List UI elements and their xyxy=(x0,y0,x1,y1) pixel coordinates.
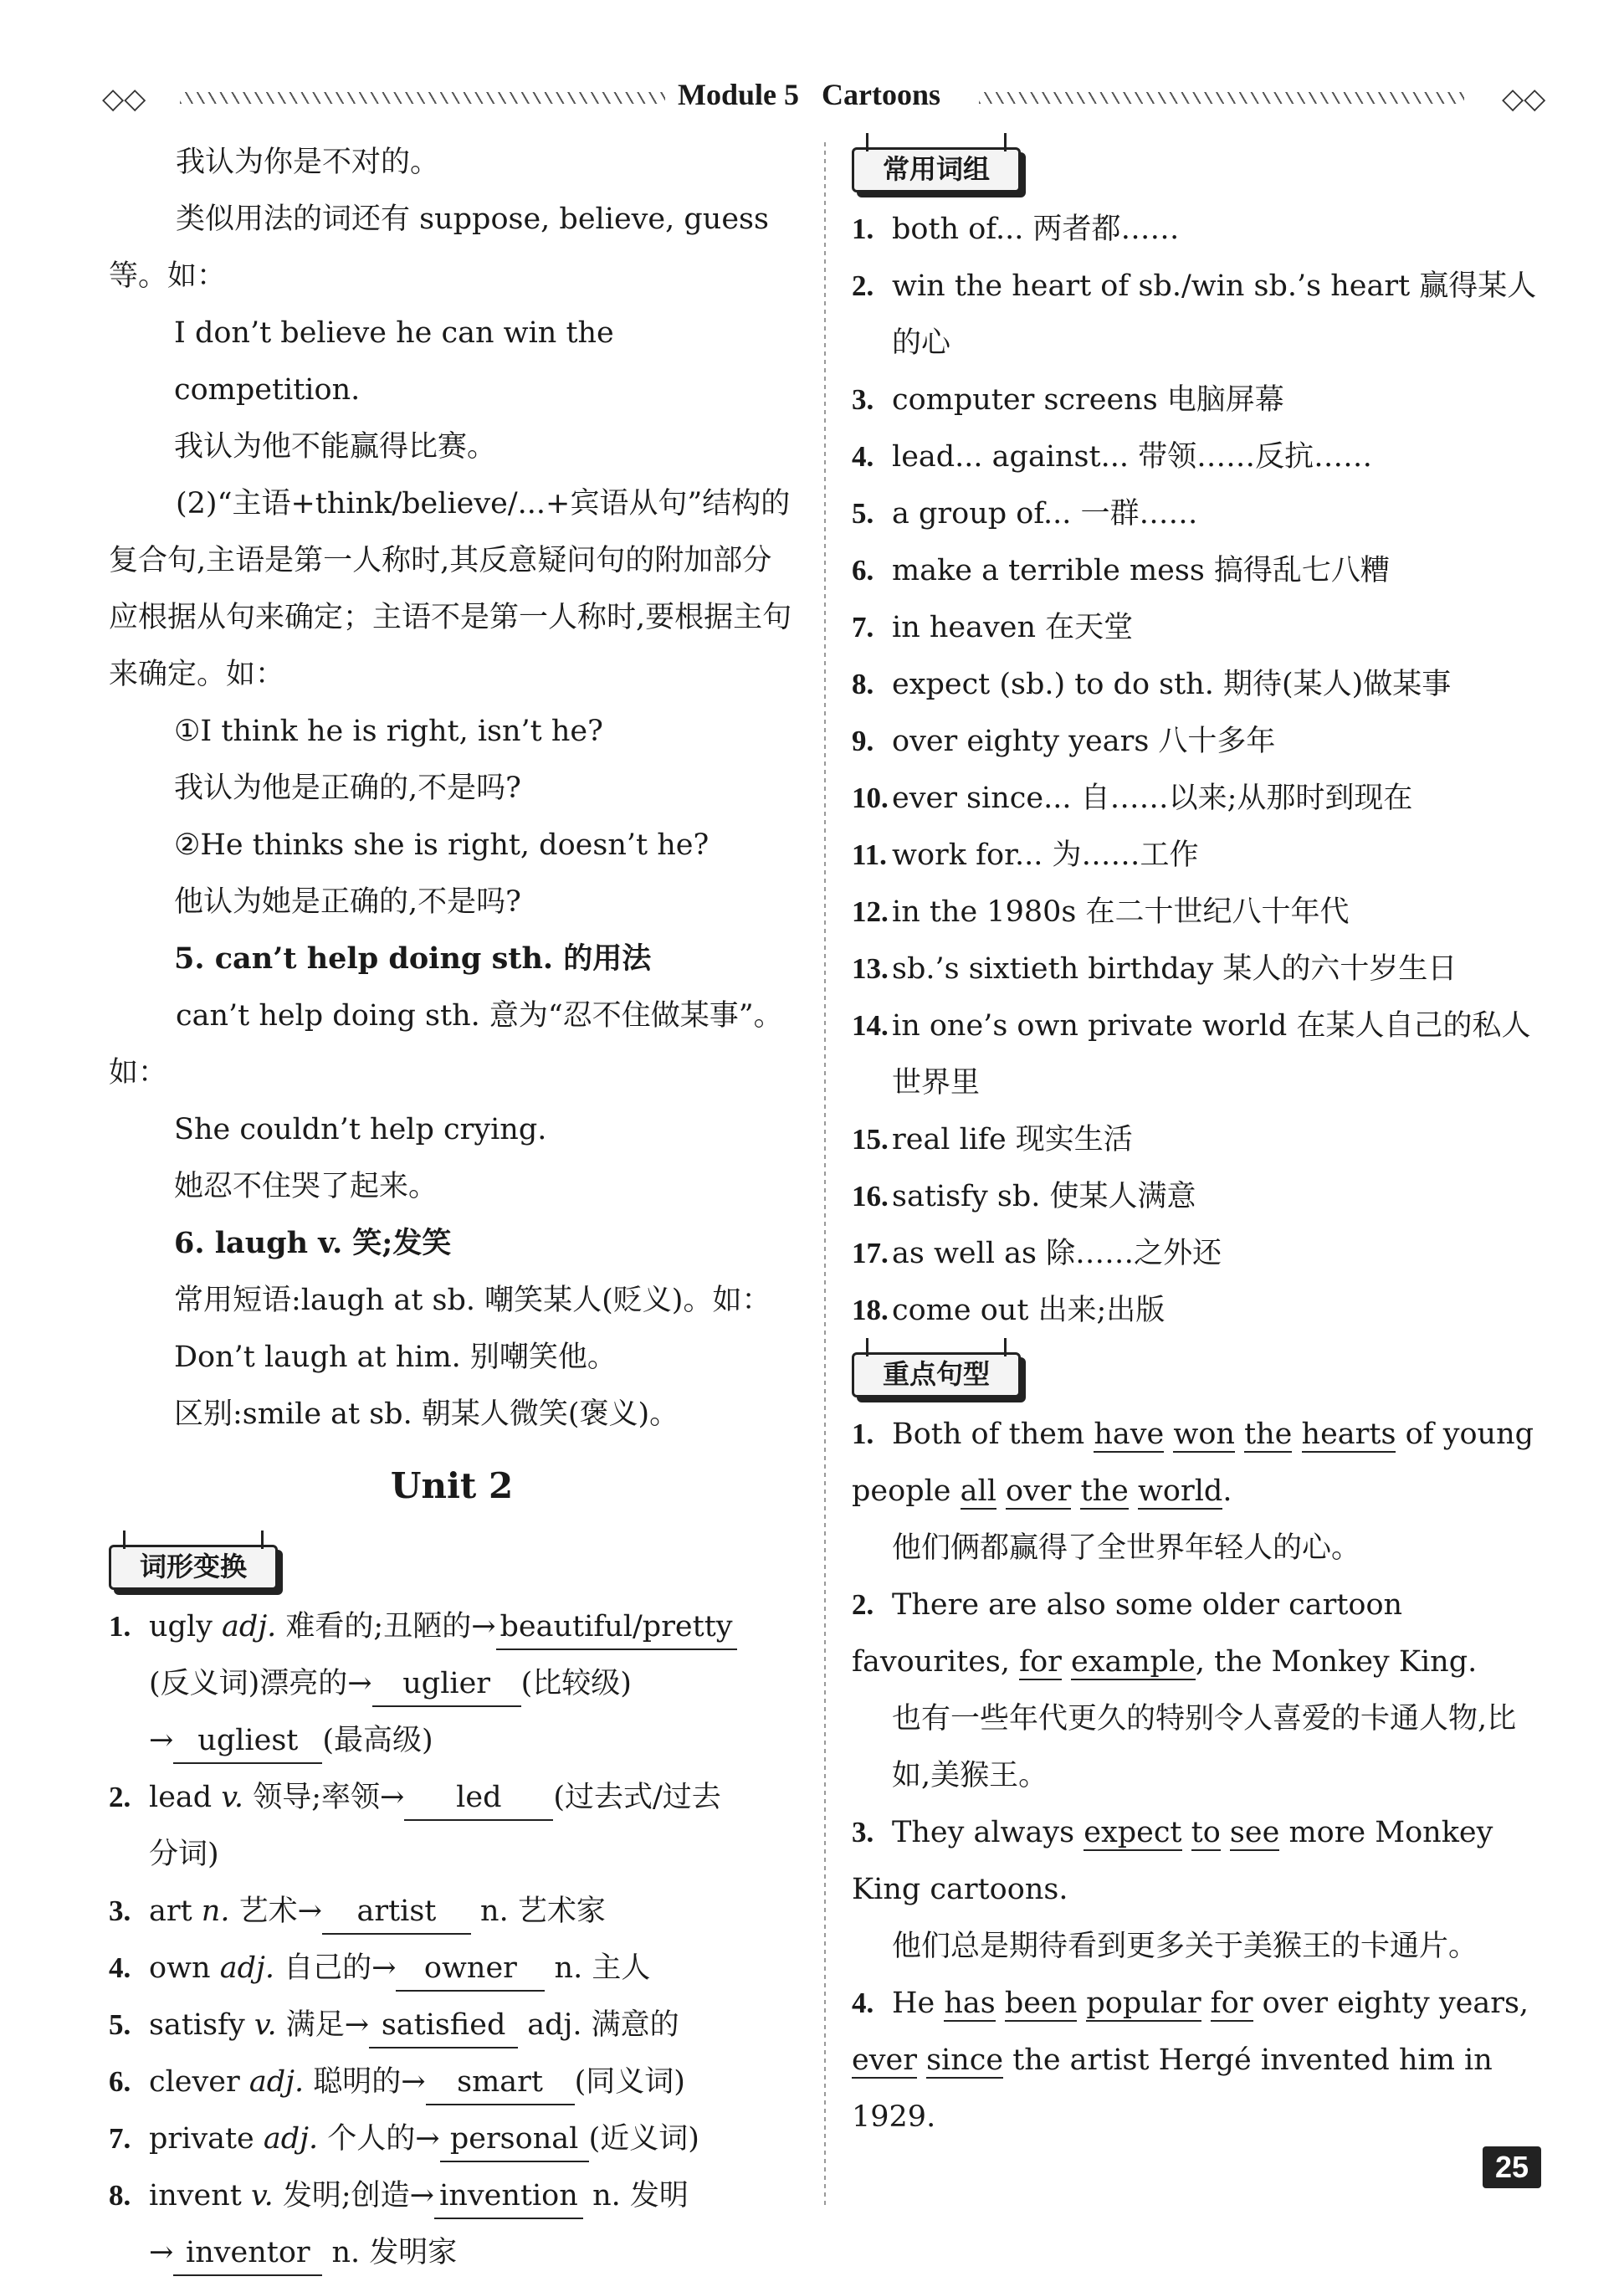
answer-blank: uglier xyxy=(372,1662,521,1707)
item-number: 8. xyxy=(852,668,874,700)
phrase-item xyxy=(852,372,1546,428)
phrase-item xyxy=(852,997,1546,1111)
phrase-item xyxy=(852,770,1546,827)
word-text: ugly xyxy=(149,1610,223,1643)
word-form-item xyxy=(109,1826,795,1883)
underlined-word: has xyxy=(944,1987,996,2020)
part-of-speech: adj. xyxy=(219,1951,274,1985)
item-number: 10. xyxy=(852,782,889,814)
word-note: n. 主人 xyxy=(545,1951,651,1985)
phrase-text: computer screens 电脑屏幕 xyxy=(892,383,1284,417)
item-number: 3. xyxy=(852,1816,874,1848)
sentence-text: There are also some older cartoon favourites, xyxy=(852,1588,1403,1679)
underlined-word: the xyxy=(1244,1418,1293,1451)
item-number: 5. xyxy=(852,497,874,530)
answer-blank: satisfied xyxy=(369,2003,518,2048)
section-tag-word-forms: 词形变换 xyxy=(109,1545,278,1590)
phrase-text: ever since... 自……以来;从那时到现在 xyxy=(892,782,1413,815)
phrase-text: sb.’s sixtieth birthday 某人的六十岁生日 xyxy=(892,952,1458,986)
phrase-item xyxy=(852,1225,1546,1282)
paragraph: can’t help doing sth. 意为“忍不住做某事”。如： xyxy=(109,999,783,1090)
phrase-text: lead... against... 带领……反抗…… xyxy=(892,440,1373,474)
underlined-word: been xyxy=(1004,1987,1078,2020)
item-number: 12. xyxy=(852,895,889,928)
part-of-speech: adj. xyxy=(263,2122,319,2156)
word-text: clever xyxy=(149,2065,249,2099)
underlined-word: to xyxy=(1191,1816,1221,1849)
word-forms-list xyxy=(109,1598,795,2281)
underlined-word: ever xyxy=(852,2043,917,2077)
word-note: (过去式/过去 xyxy=(553,1781,721,1814)
answer-blank: invention xyxy=(434,2174,583,2219)
item-number: 13. xyxy=(852,952,889,985)
answer-blank: inventor xyxy=(173,2231,322,2276)
underlined-word: since xyxy=(926,2043,1004,2077)
item-number: 17. xyxy=(852,1237,889,1269)
sentence-text: the artist Hergé invented him in 1929. xyxy=(852,2043,1493,2134)
page-header xyxy=(0,75,1624,126)
example-sentence: I don’t believe he can win the competition. xyxy=(174,316,614,407)
item-number: 7. xyxy=(852,611,874,644)
item-number: 6. xyxy=(109,2065,131,2098)
underlined-word: the xyxy=(1080,1474,1129,1508)
underlined-word: over xyxy=(1006,1474,1072,1508)
item-number: 11. xyxy=(852,838,887,871)
word-form-item xyxy=(109,1883,795,1940)
underlined-word: hearts xyxy=(1301,1418,1396,1451)
phrase-item xyxy=(852,1111,1546,1168)
underlined-word: for xyxy=(1210,1987,1253,2020)
underlined-word: expect xyxy=(1084,1816,1182,1849)
word-form-item xyxy=(109,1598,795,1655)
phrase-text: real life 现实生活 xyxy=(892,1123,1133,1156)
item-number: 4. xyxy=(852,440,874,473)
word-meaning: 个人的→ xyxy=(318,2122,440,2156)
phrase-text: come out 出来;出版 xyxy=(892,1294,1165,1327)
item-number: 4. xyxy=(109,1951,131,1984)
example-sentence: She couldn’t help crying. xyxy=(174,1113,547,1146)
item-number: 1. xyxy=(109,1610,131,1643)
phrase-text: in heaven 在天堂 xyxy=(892,611,1134,644)
key-sentence xyxy=(852,1975,1546,2146)
word-note: adj. 满意的 xyxy=(518,2008,679,2042)
left-column xyxy=(109,134,795,2281)
word-form-item xyxy=(109,1769,795,1826)
example-sentence: ①I think he is right, isn’t he? xyxy=(174,715,603,748)
sentence-text: more Monkey King cartoons. xyxy=(852,1816,1493,1906)
word-text: → xyxy=(149,1724,174,1757)
section-heading: 6. laugh v. 笑;发笑 xyxy=(174,1226,452,1260)
word-note: (同义词) xyxy=(574,2065,685,2099)
example-translation: 我认为他是正确的,不是吗? xyxy=(174,772,521,805)
word-meaning: 领导;率领→ xyxy=(243,1781,405,1814)
word-text: lead xyxy=(149,1781,222,1814)
word-meaning: 难看的;丑陋的→ xyxy=(276,1610,496,1643)
item-number: 3. xyxy=(852,383,874,416)
phrase-item xyxy=(852,428,1546,485)
part-of-speech: v. xyxy=(254,2008,277,2042)
paragraph: (2)“主语+think/believe/...+宾语从句”结构的复合句,主语是第一人称时,其反意疑问句的附加部分应根据从句来确定；主语不是第一人称时,要根据主句来确定。如： xyxy=(109,487,792,691)
word-form-item xyxy=(109,1997,795,2054)
word-note: (最高级) xyxy=(322,1724,433,1757)
column-divider xyxy=(824,142,826,2209)
phrase-text: work for... 为……工作 xyxy=(892,838,1199,872)
item-number: 5. xyxy=(109,2008,131,2041)
phrase-text: in one’s own private world 在某人自己的私人世界里 xyxy=(892,1009,1531,1100)
word-form-item xyxy=(109,2224,795,2281)
part-of-speech: v. xyxy=(250,2179,274,2213)
phrase-text: as well as 除……之外还 xyxy=(892,1237,1222,1270)
sentence-text: He xyxy=(892,1987,945,2020)
word-meaning: 满足→ xyxy=(276,2008,370,2042)
phrase-item xyxy=(852,713,1546,770)
phrase-text: a group of... 一群…… xyxy=(892,497,1198,531)
answer-blank: beautiful/pretty xyxy=(496,1605,737,1650)
underlined-word: world xyxy=(1137,1474,1223,1508)
underlined-word: popular xyxy=(1086,1987,1201,2020)
phrase-text: in the 1980s 在二十世纪八十年代 xyxy=(892,895,1350,929)
key-sentence xyxy=(852,1804,1546,1918)
item-number: 7. xyxy=(109,2122,131,2155)
part-of-speech: n. xyxy=(201,1895,230,1928)
example-sentence: Don’t laugh at him. 别嘲笑他。 xyxy=(174,1341,617,1374)
underlined-word: for xyxy=(1019,1645,1062,1679)
word-form-item xyxy=(109,2167,795,2224)
sentence-text: They always xyxy=(892,1816,1084,1849)
word-note: n. 艺术家 xyxy=(470,1895,606,1928)
phrase-item xyxy=(852,656,1546,713)
phrase-text: both of... 两者都…… xyxy=(892,213,1180,246)
underlined-word: won xyxy=(1173,1418,1235,1451)
answer-blank: owner xyxy=(396,1946,545,1992)
diamond-ornament-icon: ◇◇ xyxy=(1502,82,1546,115)
sentence-text: Both of them xyxy=(892,1418,1094,1451)
word-meaning: 艺术→ xyxy=(229,1895,322,1928)
module-title: Module 5 Cartoons xyxy=(678,78,940,111)
paragraph: 类似用法的词还有 suppose, believe, guess 等。如： xyxy=(109,203,769,293)
word-note: n. 发明家 xyxy=(322,2236,458,2269)
item-number: 18. xyxy=(852,1294,889,1326)
right-column xyxy=(852,134,1546,2146)
phrase-item xyxy=(852,258,1546,372)
header-dotted-rule xyxy=(180,92,665,104)
word-text: own xyxy=(149,1951,220,1985)
example-translation: 他认为她是正确的,不是吗? xyxy=(174,885,521,919)
item-number: 1. xyxy=(852,1418,874,1450)
phrase-text: over eighty years 八十多年 xyxy=(892,725,1276,758)
word-form-item xyxy=(109,1655,795,1712)
example-sentence: ②He thinks she is right, doesn’t he? xyxy=(174,828,710,862)
word-meaning: 聪明的→ xyxy=(304,2065,426,2099)
part-of-speech: adj. xyxy=(222,1610,277,1643)
phrase-item xyxy=(852,827,1546,884)
phrase-item xyxy=(852,941,1546,997)
item-number: 2. xyxy=(852,269,874,302)
key-sentence-translation: 他们总是期待看到更多关于美猴王的卡通片。 xyxy=(892,1930,1478,1963)
word-note: (比较级) xyxy=(520,1667,632,1700)
section-tag-phrases: 常用词组 xyxy=(852,147,1021,192)
word-note: n. 发明 xyxy=(582,2179,689,2213)
answer-blank: led xyxy=(404,1776,553,1821)
key-sentence-translation: 也有一些年代更久的特别令人喜爱的卡通人物,比如,美猴王。 xyxy=(892,1702,1517,1792)
paragraph: 区别:smile at sb. 朝某人微笑(褒义)。 xyxy=(174,1397,679,1431)
paragraph: 常用短语:laugh at sb. 嘲笑某人(贬义)。如： xyxy=(174,1284,771,1317)
key-sentence xyxy=(852,1577,1546,1690)
word-note: (近义词) xyxy=(588,2122,699,2156)
underlined-word: have xyxy=(1094,1418,1165,1451)
underlined-word: example xyxy=(1071,1645,1196,1679)
page-number: 25 xyxy=(1483,2146,1541,2188)
word-meaning: 发明;创造→ xyxy=(273,2179,434,2213)
word-text: satisfy xyxy=(149,2008,254,2042)
word-text: (反义词)漂亮的→ xyxy=(149,1667,372,1700)
word-text: 分词) xyxy=(149,1838,219,1871)
word-text: → xyxy=(149,2236,174,2269)
word-form-item xyxy=(109,1940,795,1997)
example-translation: 我认为他不能赢得比赛。 xyxy=(174,430,497,464)
header-dotted-rule xyxy=(979,92,1464,104)
underlined-word: see xyxy=(1229,1816,1280,1849)
answer-blank: smart xyxy=(426,2060,575,2105)
word-form-item xyxy=(109,1712,795,1769)
section-tag-key-sentences: 重点句型 xyxy=(852,1352,1021,1397)
phrase-item xyxy=(852,599,1546,656)
phrase-text: win the heart of sb./win sb.’s heart 赢得某人的心 xyxy=(892,269,1537,360)
item-number: 9. xyxy=(852,725,874,757)
answer-blank: artist xyxy=(322,1889,471,1935)
section-heading: 5. can’t help doing sth. 的用法 xyxy=(174,941,652,976)
part-of-speech: adj. xyxy=(248,2065,305,2099)
phrase-text: expect (sb.) to do sth. 期待(某人)做某事 xyxy=(892,668,1452,701)
key-sentence: 1. Both of them have won the hearts of young people all over the world. xyxy=(852,1406,1546,1520)
word-text: private xyxy=(149,2122,264,2156)
item-number: 4. xyxy=(852,1987,874,2019)
word-form-item xyxy=(109,2054,795,2110)
phrase-text: make a terrible mess 搞得乱七八糟 xyxy=(892,554,1390,587)
part-of-speech: v. xyxy=(221,1781,244,1814)
key-sentence-translation: 他们俩都赢得了全世界年轻人的心。 xyxy=(892,1531,1361,1565)
phrase-item xyxy=(852,884,1546,941)
phrase-text: satisfy sb. 使某人满意 xyxy=(892,1180,1196,1213)
phrase-item xyxy=(852,542,1546,599)
item-number: 3. xyxy=(109,1895,131,1927)
word-text: invent xyxy=(149,2179,251,2213)
unit-title: Unit 2 xyxy=(390,1465,514,1506)
item-number: 16. xyxy=(852,1180,889,1213)
item-number: 2. xyxy=(109,1781,131,1813)
word-text: art xyxy=(149,1895,202,1928)
answer-blank: personal xyxy=(440,2117,589,2162)
paragraph: 我认为你是不对的。 xyxy=(176,146,440,179)
item-number: 2. xyxy=(852,1588,874,1621)
phrase-item xyxy=(852,485,1546,542)
item-number: 8. xyxy=(109,2179,131,2212)
item-number: 6. xyxy=(852,554,874,587)
phrase-item xyxy=(852,1282,1546,1339)
word-meaning: 自己的→ xyxy=(274,1951,397,1985)
phrase-item xyxy=(852,1168,1546,1225)
item-number: 14. xyxy=(852,1009,889,1042)
answer-blank: ugliest xyxy=(173,1719,322,1764)
word-form-item xyxy=(109,2110,795,2167)
sentence-text: of young people xyxy=(852,1418,1534,1508)
phrase-item xyxy=(852,201,1546,258)
sentence-text: over eighty years, xyxy=(1253,1987,1529,2020)
example-translation: 她忍不住哭了起来。 xyxy=(174,1170,438,1203)
item-number: 1. xyxy=(852,213,874,245)
underlined-word: all xyxy=(960,1474,996,1508)
phrase-list xyxy=(852,201,1546,1339)
sentence-text: , the Monkey King. xyxy=(1195,1645,1478,1679)
item-number: 15. xyxy=(852,1123,889,1156)
diamond-ornament-icon: ◇◇ xyxy=(102,82,146,115)
